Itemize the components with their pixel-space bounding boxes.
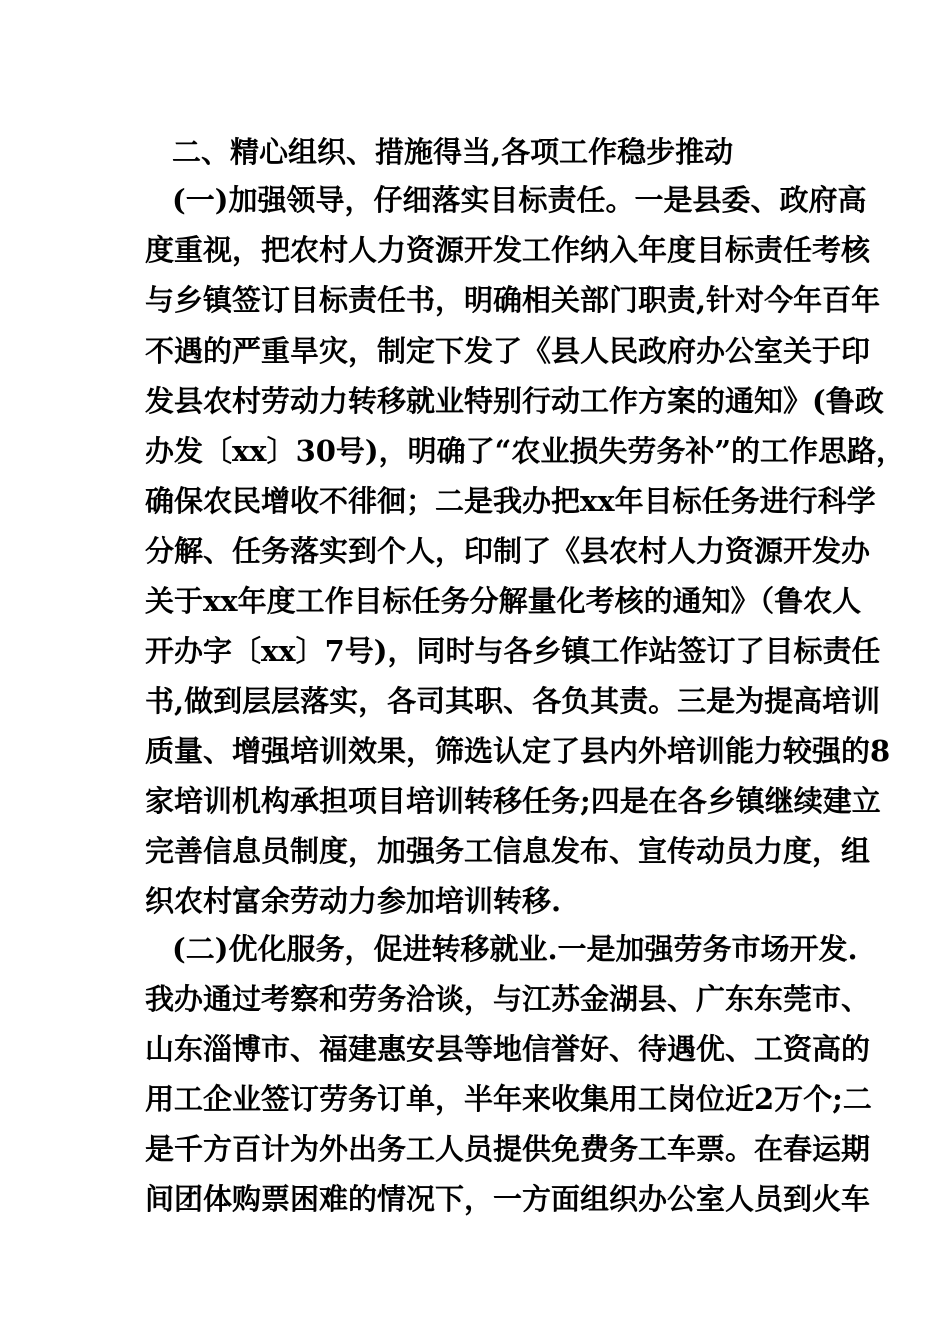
paragraph-line: (一)加强领导，仔细落实目标责任。一是县委、政府高 xyxy=(172,183,867,217)
paragraph-line: 我办通过考察和劳务洽谈，与江苏金湖县、广东东莞市、 xyxy=(145,982,871,1016)
paragraph-line: 发县农村劳动力转移就业特别行动工作方案的通知》(鲁政 xyxy=(145,384,884,418)
paragraph-line: 确保农民增收不徘徊；二是我办把xx年目标任务进行科学 xyxy=(145,484,876,518)
paragraph-line: 质量、增强培训效果，筛选认定了县内外培训能力较强的8 xyxy=(145,734,891,768)
paragraph-line: 用工企业签订劳务订单，半年来收集用工岗位近2万个;二 xyxy=(145,1082,872,1116)
paragraph-line: 完善信息员制度，加强务工信息发布、宣传动员力度，组 xyxy=(145,834,871,868)
paragraph-line: (二)优化服务，促进转移就业.一是加强劳务市场开发. xyxy=(172,932,858,966)
paragraph-line: 分解、任务落实到个人，印制了《县农村人力资源开发办 xyxy=(145,534,871,568)
paragraph-line: 开办字〔xx〕7号)，同时与各乡镇工作站签订了目标责任 xyxy=(145,634,881,668)
paragraph-line: 家培训机构承担项目培训转移任务;四是在各乡镇继续建立 xyxy=(145,784,881,818)
paragraph-line: 与乡镇签订目标责任书，明确相关部门职责,针对今年百年 xyxy=(145,283,881,317)
paragraph-line: 度重视，把农村人力资源开发工作纳入年度目标责任考核 xyxy=(145,233,871,267)
paragraph-line: 织农村富余劳动力参加培训转移. xyxy=(145,884,562,918)
paragraph-line: 关于xx年度工作目标任务分解量化考核的通知》（鲁农人 xyxy=(145,584,862,618)
section-heading: 二、精心组织、措施得当,各项工作稳步推动 xyxy=(172,135,734,169)
paragraph-line: 书,做到层层落实，各司其职、各负其责。三是为提高培训 xyxy=(145,684,881,718)
paragraph-line: 间团体购票困难的情况下，一方面组织办公室人员到火车 xyxy=(145,1182,871,1216)
paragraph-line: 办发〔xx〕30号)，明确了“农业损失劳务补”的工作思路， xyxy=(145,434,906,468)
paragraph-line: 山东淄博市、福建惠安县等地信誉好、待遇优、工资高的 xyxy=(145,1032,871,1066)
paragraph-line: 不遇的严重旱灾，制定下发了《县人民政府办公室关于印 xyxy=(145,334,871,368)
paragraph-line: 是千方百计为外出务工人员提供免费务工车票。在春运期 xyxy=(145,1132,871,1166)
